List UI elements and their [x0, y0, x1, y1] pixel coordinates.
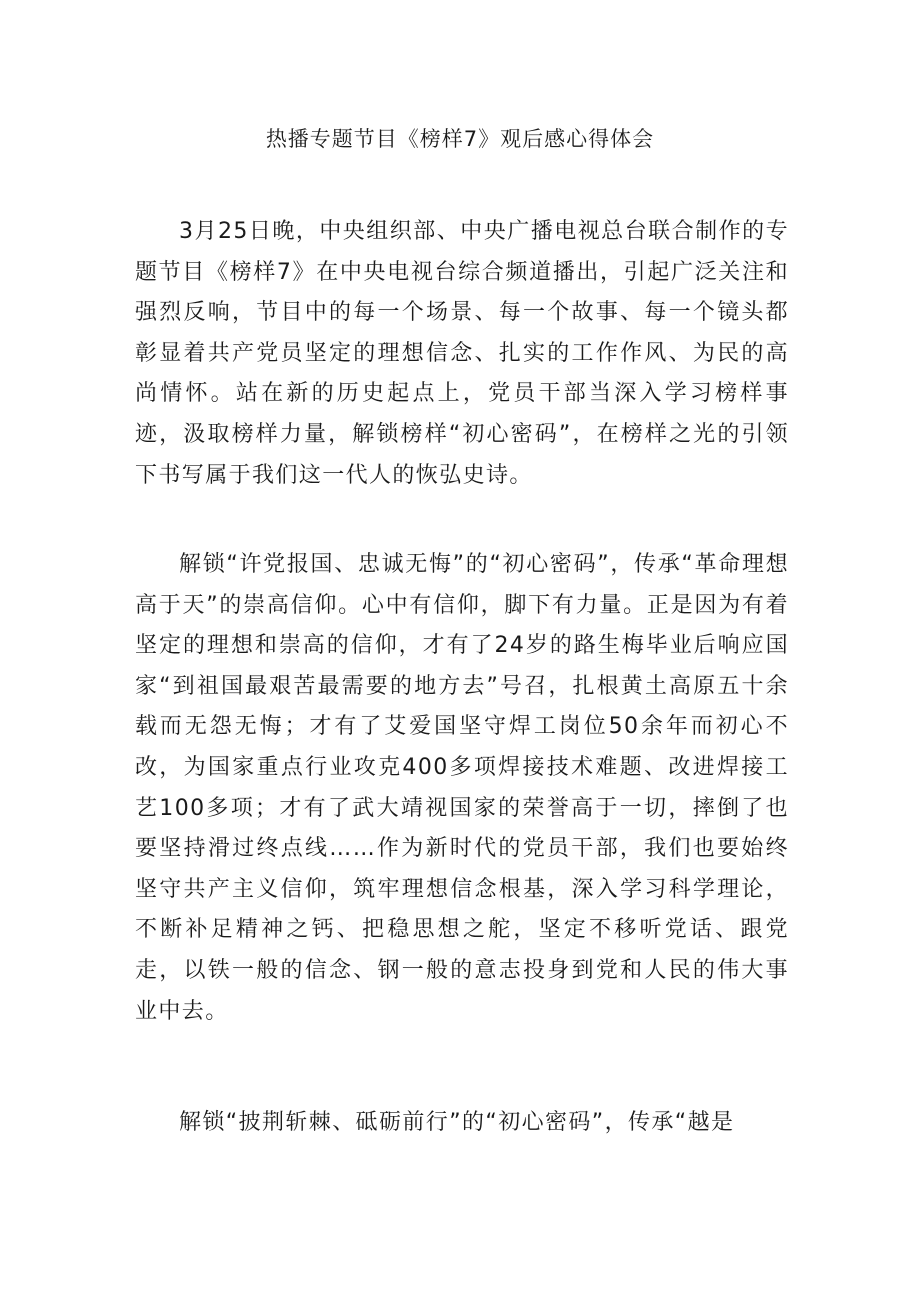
paragraph-3: 解锁“披荆斩棘、砥砺前行”的“初心密码”，传承“越是: [179, 1110, 735, 1135]
paragraph-2: 解锁“许党报国、忠诚无悔”的“初心密码”，传承“革命理想高于天”的崇高信仰。心中有信仰，脚下有力量。正是因为有着坚定的理想和崇高的信仰，才有了24岁的路生梅毕业后响应国家“到祖国最艰苦最需要的地方去”号召，扎根黄土高原五十余载而无怨无悔；才有了艾爱国坚守焊工岗位50余年而初心不改，为国家重点行业攻克400多项焊接技术难题、改进焊接工艺100多项；才有了武大靖视国家的荣誉高于一切，摔倒了也要坚持滑过终点线……作为新时代的党员干部，我们也要始终坚守共产主义信仰，筑牢理想信念根基，深入学习科学理论，不断补足精神之钙、把稳思想之舵，坚定不移听党话、跟党走，以铁一般的信念、钢一般的意志投身到党和人民的伟大事业中去。: [135, 552, 789, 1024]
document-title: 热播专题节目《榜样7》观后感心得体会: [265, 127, 655, 151]
paragraph-1: 3月25日晚，中央组织部、中央广播电视总台联合制作的专题节目《榜样7》在中央电视台综合频道播出，引起广泛关注和强烈反响，节目中的每一个场景、每一个故事、每一个镜头都彰显着共产党员坚定的理想信念、扎实的工作作风、为民的高尚情怀。站在新的历史起点上，党员干部当深入学习榜样事迹，汲取榜样力量，解锁榜样“初心密码”，在榜样之光的引领下书写属于我们这一代人的恢弘史诗。: [135, 219, 789, 488]
